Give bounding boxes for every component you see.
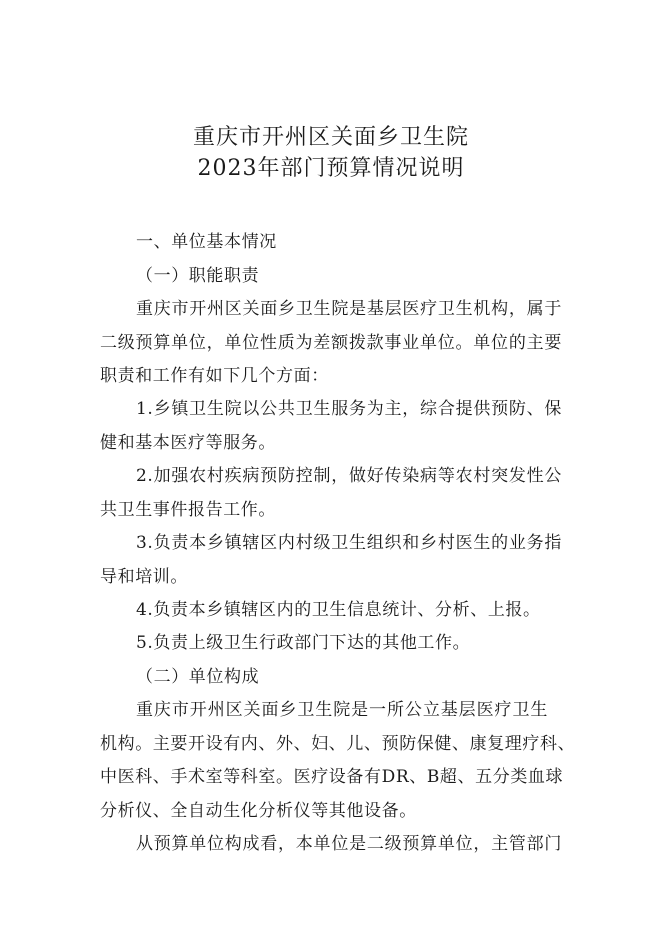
section-heading-basic-info: 一、单位基本情况	[136, 232, 277, 252]
duty-item-4: 4.负责本乡镇辖区内的卫生信息统计、分析、上报。	[136, 600, 541, 620]
duty-item-5: 5.负责上级卫生行政部门下达的其他工作。	[136, 633, 471, 653]
document-title-line-2: 2023年部门预算情况说明	[197, 156, 465, 181]
duty-item-3-line-2: 导和培训。	[100, 567, 188, 587]
duties-intro-line-3: 职责和工作有如下几个方面：	[100, 366, 329, 386]
duty-item-1-line-1: 1.乡镇卫生院以公共卫生服务为主，综合提供预防、保	[136, 399, 562, 419]
composition-line-3: 中医科、手术室等科室。医疗设备有DR、B超、五分类血球	[100, 767, 564, 787]
duty-item-1-line-2: 健和基本医疗等服务。	[100, 433, 276, 453]
duties-intro-line-2: 二级预算单位，单位性质为差额拨款事业单位。单位的主要	[100, 333, 562, 353]
duty-item-2-line-1: 2.加强农村疾病预防控制，做好传染病等农村突发性公	[136, 466, 562, 486]
composition-line-1: 重庆市开州区关面乡卫生院是一所公立基层医疗卫生	[136, 700, 548, 720]
duty-item-3-line-1: 3.负责本乡镇辖区内村级卫生组织和乡村医生的业务指	[136, 533, 562, 553]
composition-line-2: 机构。主要开设有内、外、妇、儿、预防保健、康复理疗科、	[100, 734, 576, 754]
composition-line-4: 分析仪、全自动生化分析仪等其他设备。	[100, 801, 417, 821]
budget-composition-line-1: 从预算单位构成看，本单位是二级预算单位，主管部门	[136, 834, 562, 854]
subsection-heading-duties: （一）职能职责	[136, 266, 260, 286]
duty-item-2-line-2: 共卫生事件报告工作。	[100, 500, 276, 520]
subsection-heading-composition: （二）单位构成	[136, 667, 260, 687]
document-title-line-1: 重庆市开州区关面乡卫生院	[192, 125, 469, 150]
duties-intro-line-1: 重庆市开州区关面乡卫生院是基层医疗卫生机构，属于	[136, 299, 562, 319]
